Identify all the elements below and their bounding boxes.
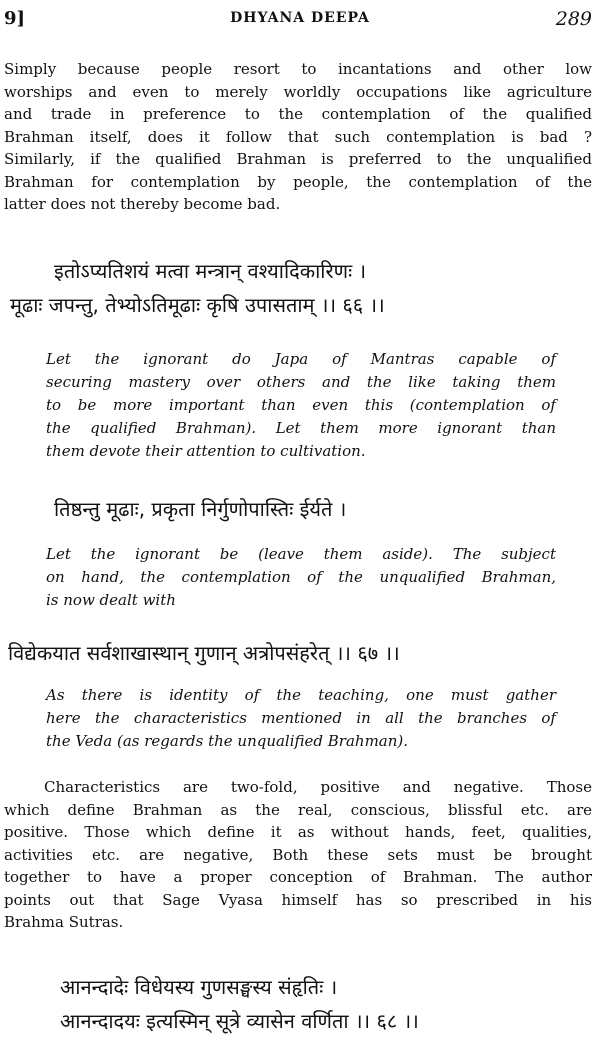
text-line: to be more important than even this (contemplation of bbox=[46, 396, 556, 414]
translation-67 bbox=[46, 684, 556, 753]
verse-line: आनन्दादयः इत्यस्मिन् सूत्रे व्यासेन वर्णिता ।। ६८ ।। bbox=[60, 1009, 419, 1033]
verse-line: इतोऽप्यतिशयं मत्वा मन्त्रान् वश्यादिकारिणः । bbox=[54, 259, 367, 283]
text-line: Brahman itself, does it follow that such contemplation is bad ? bbox=[4, 127, 592, 146]
commentary-paragraph-1 bbox=[4, 58, 592, 216]
page-number: 289 bbox=[555, 8, 592, 30]
text-line: latter does not thereby become bad. bbox=[4, 195, 281, 213]
verse-line: विद्येकयात सर्वशाखास्थान् गुणान् अत्रोपसंहरेत् ।। ६७ ।। bbox=[8, 641, 400, 665]
text-line: worships and even to merely worldly occupations like agriculture bbox=[4, 82, 592, 101]
text-line: positive. Those which define it as without hands, feet, qualities, bbox=[4, 823, 592, 841]
sanskrit-verse-67 bbox=[8, 636, 518, 670]
text-line: Simply because people resort to incantations and other low bbox=[4, 60, 592, 78]
page-header bbox=[0, 8, 600, 36]
sanskrit-verse-line bbox=[54, 492, 564, 526]
text-line: As there is identity of the teaching, one must gather bbox=[46, 686, 556, 704]
text-line: together to have a proper conception of Brahman. The author bbox=[4, 868, 592, 886]
text-line: points out that Sage Vyasa himself has so prescribed in his bbox=[4, 890, 592, 909]
text-line: here the characteristics mentioned in all the branches of bbox=[46, 709, 556, 727]
text-line: Similarly, if the qualified Brahman is preferred to the unqualified bbox=[4, 150, 592, 168]
running-title: DHYANA DEEPA bbox=[230, 10, 370, 26]
verse-line: आनन्दादेः विधेयस्य गुणसङ्घस्य संहृतिः । bbox=[60, 975, 338, 999]
text-line: which define Brahman as the real, conscious, blissful etc. are bbox=[4, 800, 592, 819]
text-line: them devote their attention to cultivation. bbox=[46, 442, 366, 460]
text-line: Let the ignorant be (leave them aside). The subject bbox=[46, 545, 556, 563]
verse-line: तिष्ठन्तु मूढाः, प्रकृता निर्गुणोपास्तिः ईर्यते । bbox=[54, 497, 347, 521]
verse-line: मूढाः जपन्तु, तेभ्योऽतिमूढाः कृषि उपासताम् ।। ६६ ।। bbox=[10, 293, 385, 317]
sanskrit-verse-68 bbox=[60, 970, 570, 1038]
text-line: the Veda (as regards the unqualified Brahman). bbox=[46, 732, 409, 750]
text-line: on hand, the contemplation of the unqualified Brahman, bbox=[46, 568, 556, 586]
text-line: the qualified Brahman). Let them more ignorant than bbox=[46, 419, 556, 437]
text-line: Let the ignorant do Japa of Mantras capable of bbox=[46, 350, 556, 368]
sanskrit-verse-66 bbox=[10, 254, 564, 322]
translation-note bbox=[46, 543, 556, 612]
text-line: activities etc. are negative, Both these sets must be brought bbox=[4, 845, 592, 864]
translation-66 bbox=[46, 348, 556, 463]
text-line: securing mastery over others and the like taking them bbox=[46, 373, 556, 391]
commentary-paragraph-2 bbox=[4, 776, 592, 934]
text-line: and trade in preference to the contemplation of the qualified bbox=[4, 105, 592, 123]
text-line: is now dealt with bbox=[46, 591, 176, 609]
chapter-number: 9] bbox=[4, 8, 26, 29]
text-line: Brahman for contemplation by people, the contemplation of the bbox=[4, 172, 592, 191]
text-line: Brahma Sutras. bbox=[4, 913, 124, 931]
text-line: Characteristics are two-fold, positive and negative. Those bbox=[44, 778, 592, 796]
